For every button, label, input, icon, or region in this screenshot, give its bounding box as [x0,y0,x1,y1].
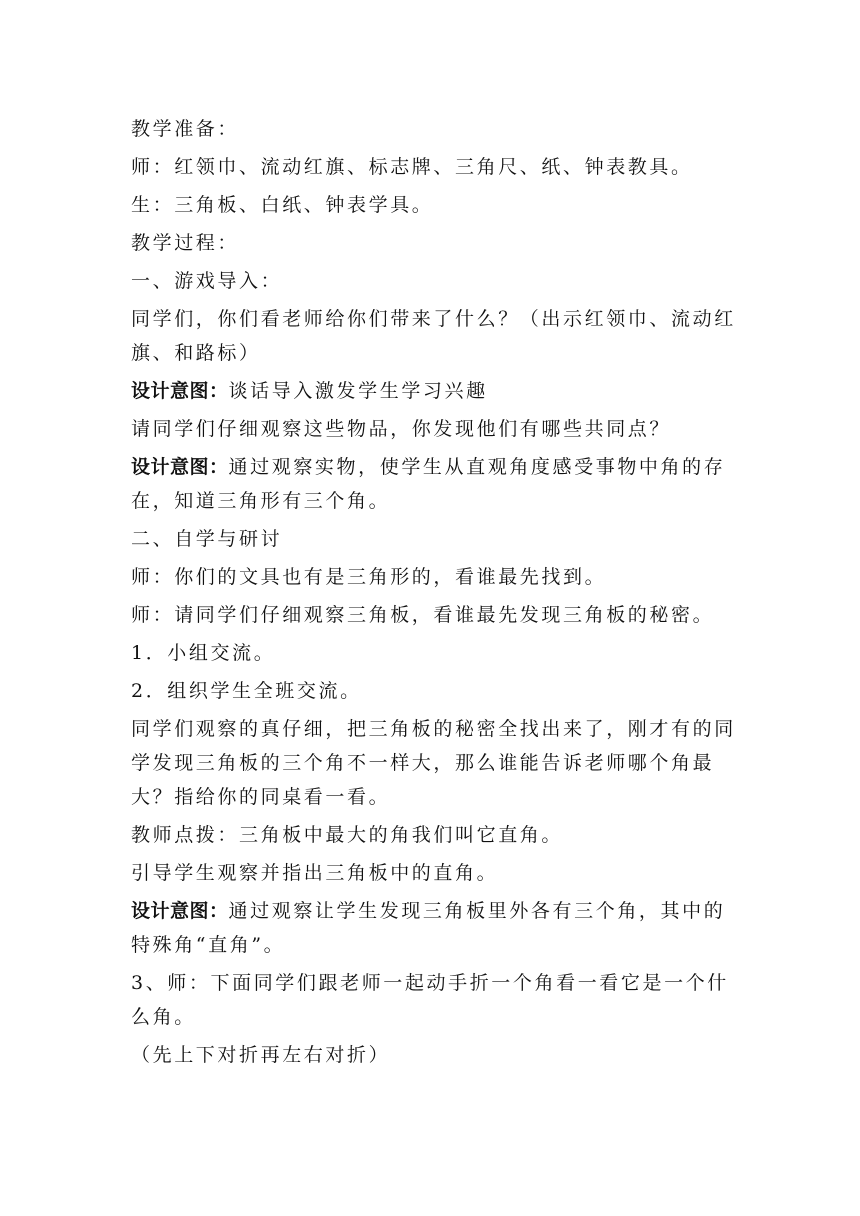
text-line: 旗、和路标） [131,342,261,364]
design-label: 设计意图： [131,456,229,478]
text-line: 师：你们的文具也有是三角形的，看谁最先找到。 [131,566,607,588]
text-line: 二、自学与研讨 [131,528,283,550]
text-line: 同学们观察的真仔细，把三角板的秘密全找出来了，刚才有的同 [131,718,736,740]
text-line: 教师点拨：三角板中最大的角我们叫它直角。 [131,824,564,846]
design-intent-line [131,374,740,408]
text-line: 引导学生观察并指出三角板中的直角。 [131,862,499,884]
text-line: 2．组织学生全班交流。 [131,680,362,702]
text-line: 1．小组交流。 [131,642,276,664]
design-intent-line [131,894,740,928]
text-line: 通过观察让学生发现三角板里外各有三个角，其中的 [228,900,726,922]
text-line: （先上下对折再左右对折） [131,1044,391,1066]
text-line: 师：请同学们仔细观察三角板，看谁最先发现三角板的秘密。 [131,604,715,626]
text-line: 3、师：下面同学们跟老师一起动手折一个角看一看它是一个什 [131,972,729,994]
text-line: 生：三角板、白纸、钟表学具。 [131,194,434,216]
text-line: 么角。 [131,1006,196,1028]
text-line: 一、游戏导入： [131,270,283,292]
design-label: 设计意图： [131,900,229,922]
text-line: 请同学们仔细观察这些物品，你发现他们有哪些共同点？ [131,418,672,440]
text-line: 在，知道三角形有三个角。 [131,490,391,512]
text-line: 学发现三角板的三个角不一样大，那么谁能告诉老师哪个角最 [131,752,715,774]
text-line: 同学们，你们看老师给你们带来了什么？（出示红领巾、流动红 [131,308,736,330]
design-label: 设计意图： [131,380,229,402]
text-line: 通过观察实物，使学生从直观角度感受事物中角的存 [228,456,726,478]
text-line: 大？指给你的同桌看一看。 [131,786,391,808]
text-line: 特殊角“直角”。 [131,934,286,956]
text-line: 教学过程： [131,232,240,254]
design-intent-line [131,450,740,484]
text-line: 师：红领巾、流动红旗、标志牌、三角尺、纸、钟表教具。 [131,156,693,178]
text-line: 教学准备： [131,118,240,140]
text-line: 谈话导入激发学生学习兴趣 [228,380,488,402]
